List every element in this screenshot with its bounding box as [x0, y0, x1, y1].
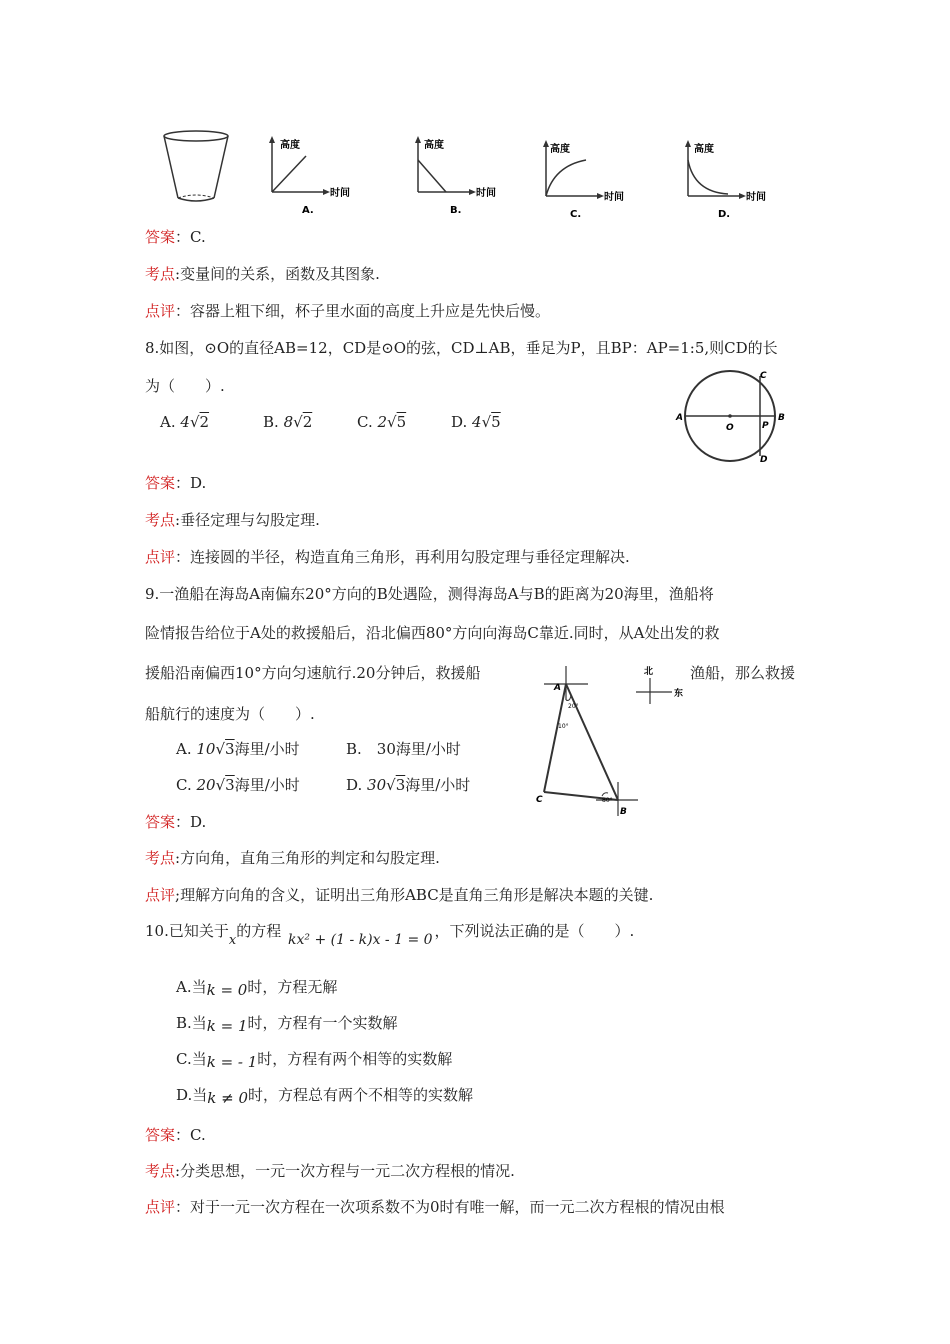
cup-figure — [158, 128, 238, 208]
graph-a-title: 高度 — [280, 140, 300, 151]
graph-a-label: A. — [302, 205, 314, 216]
q7-dianping: 点评：容器上粗下细，杯子里水面的高度上升应是先快后慢。 — [145, 302, 551, 320]
q8-option-d: D. 4√5 — [451, 413, 501, 431]
q10-stem: 10.已知关于x的方程 kx² + (1 - k)x - 1 = 0 ，下列说法正确的是（ ）. — [145, 922, 635, 948]
q7-answer: 答案：C. — [145, 228, 206, 246]
graph-d — [678, 138, 778, 223]
q8-option-b: B. 8√2 — [263, 413, 313, 431]
q9-stem-line3b: 渔船，那么救援 — [690, 664, 796, 682]
label-d: D — [760, 455, 768, 465]
q10-option-a: A.当k = 0时，方程无解 — [176, 978, 338, 999]
graph-b-label: B. — [450, 205, 462, 216]
q10-kaodian: 考点:分类思想，一元一次方程与一元二次方程根的情况. — [145, 1162, 515, 1180]
graph-c-axis: 时间 — [604, 192, 624, 203]
q9-option-a: A. 10√3海里/小时 — [176, 740, 300, 758]
label-b: B — [778, 413, 785, 423]
navigation-figure — [530, 660, 700, 820]
graph-d-label: D. — [718, 209, 731, 220]
graph-b — [408, 134, 508, 219]
graph-a-axis: 时间 — [330, 188, 350, 199]
label-a: A — [676, 413, 683, 423]
nav-angle-80: 80° — [602, 797, 613, 804]
q9-option-d: D. 30√3海里/小时 — [346, 776, 471, 794]
q10-option-b: B.当k = 1时，方程有一个实数解 — [176, 1014, 398, 1035]
q10-answer: 答案：C. — [145, 1126, 206, 1144]
graph-b-axis: 时间 — [476, 188, 496, 199]
q9-stem-line4: 船航行的速度为（ ）. — [145, 705, 315, 723]
q8-stem-line2: 为（ ）. — [145, 377, 225, 395]
q8-option-a: A. 4√2 — [160, 413, 210, 431]
nav-label-b: B — [620, 807, 627, 817]
q9-stem-line1: 9.一渔船在海岛A南偏东20°方向的B处遇险，测得海岛A与B的距离为20海里，渔船将 — [145, 585, 714, 603]
q8-dianping: 点评：连接圆的半径，构造直角三角形，再利用勾股定理与垂径定理解决. — [145, 548, 630, 566]
q10-option-d: D.当k ≠ 0时，方程总有两个不相等的实数解 — [176, 1086, 474, 1107]
label-p: P — [762, 421, 769, 431]
graph-c-title: 高度 — [550, 144, 570, 155]
graph-c-label: C. — [570, 209, 582, 220]
graph-b-title: 高度 — [424, 140, 444, 151]
nav-angle-20: 20° — [568, 703, 579, 710]
q9-answer: 答案：D. — [145, 813, 207, 831]
q9-kaodian: 考点:方向角，直角三角形的判定和勾股定理. — [145, 849, 440, 867]
graph-c — [536, 138, 636, 223]
q9-stem-line2: 险情报告给位于A处的救援船后，沿北偏西80°方向向海岛C靠近.同时，从A处出发的救 — [145, 624, 720, 642]
graph-a — [262, 134, 362, 219]
q9-dianping: 点评;理解方向角的含义，证明出三角形ABC是直角三角形是解决本题的关键. — [145, 886, 654, 904]
nav-label-c: C — [536, 795, 543, 805]
compass-north: 北 — [644, 667, 654, 677]
nav-angle-10: 10° — [558, 723, 569, 730]
compass-east: 东 — [674, 689, 684, 699]
q9-option-c: C. 20√3海里/小时 — [176, 776, 300, 794]
nav-label-a: A — [554, 683, 561, 693]
q8-kaodian: 考点:垂径定理与勾股定理. — [145, 511, 320, 529]
q7-kaodian: 考点:变量间的关系，函数及其图象. — [145, 265, 380, 283]
label-c: C — [760, 371, 767, 381]
q9-option-b: B. 30海里/小时 — [346, 740, 461, 758]
graph-d-axis: 时间 — [746, 192, 766, 203]
q10-dianping: 点评：对于一元一次方程在一次项系数不为0时有唯一解，而一元二次方程根的情况由根 — [145, 1198, 725, 1216]
q8-answer: 答案：D. — [145, 474, 207, 492]
q10-option-c: C.当k = - 1时，方程有两个相等的实数解 — [176, 1050, 453, 1071]
label-o: O — [726, 423, 734, 433]
circle-figure — [672, 366, 792, 466]
graph-d-title: 高度 — [694, 144, 714, 155]
q8-stem-line1: 8.如图，⊙O的直径AB=12，CD是⊙O的弦，CD⊥AB，垂足为P，且BP：AP=1:5,则CD的长 — [145, 339, 778, 357]
q8-option-c: C. 2√5 — [357, 413, 407, 431]
q9-stem-line3a: 援船沿南偏西10°方向匀速航行.20分钟后，救援船 — [145, 664, 481, 682]
